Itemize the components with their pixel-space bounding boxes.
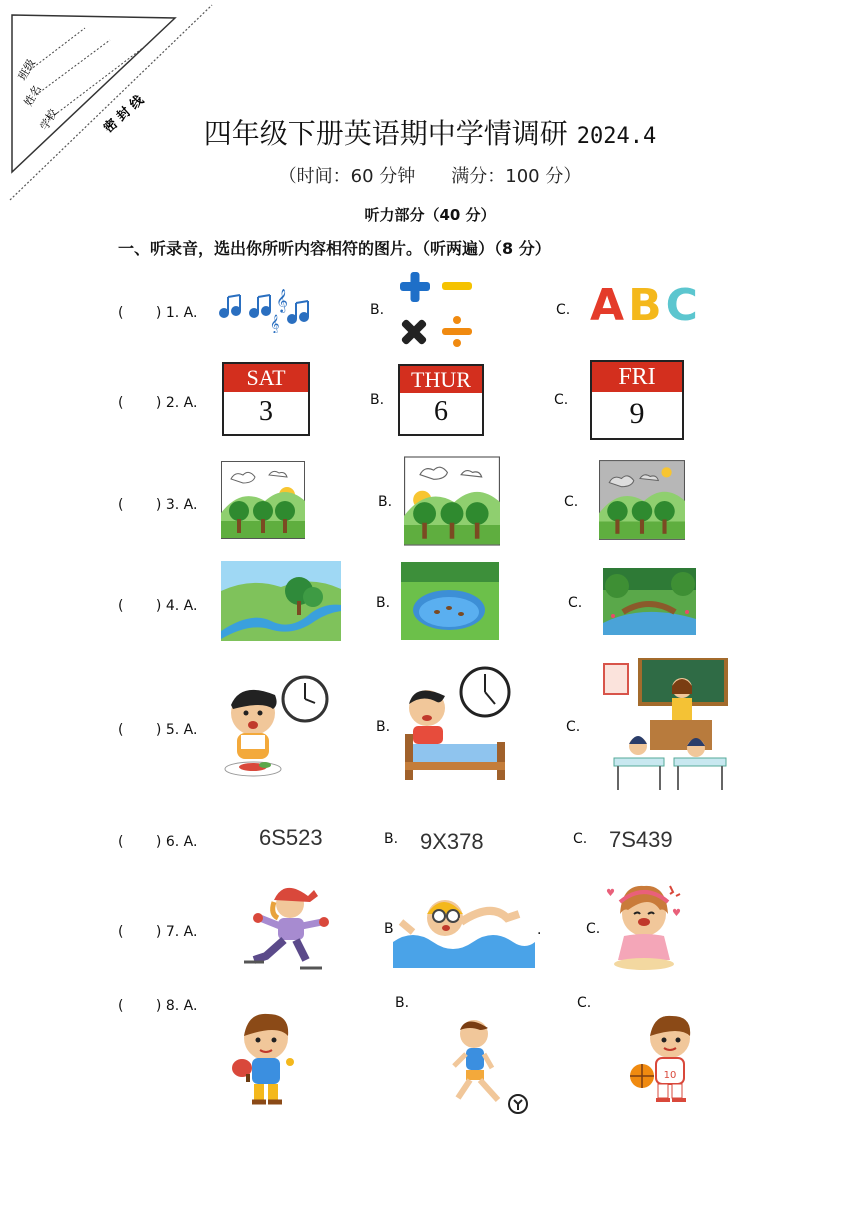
svg-text:♥: ♥	[606, 888, 615, 899]
calendar-day: THUR	[400, 366, 482, 393]
boy-basketball-image	[628, 1014, 708, 1104]
svg-text:𝄞: 𝄞	[270, 314, 280, 333]
code-a: 6S523	[259, 825, 323, 850]
q1-option-c: C.	[556, 302, 571, 318]
sunny-landscape-image	[404, 456, 500, 546]
q1-number: ( ) 1. A.	[118, 305, 198, 321]
class-label: 班级	[15, 56, 38, 83]
pond-scene-image	[401, 562, 499, 640]
q5-option-b: B.	[376, 719, 391, 735]
section-title: 听力部分（40 分）	[364, 206, 496, 224]
q6-option-c: C.	[573, 831, 588, 847]
math-symbols-image	[396, 270, 476, 350]
q6-number: ( ) 6. A.	[118, 834, 198, 850]
girl-skating-image	[240, 882, 332, 974]
q8-option-b: B.	[395, 995, 410, 1011]
abc-letters-image	[590, 280, 720, 340]
q8-number: ( ) 8. A.	[118, 998, 198, 1014]
q7-number: ( ) 7. A.	[118, 924, 198, 940]
q7-option-c: C.	[586, 921, 601, 937]
boy-football-image	[446, 1016, 530, 1116]
school-label: 学校	[37, 106, 60, 133]
q1-option-b: B.	[370, 302, 385, 318]
code-b: 9X378	[420, 829, 484, 854]
q7-option-b: B	[384, 921, 394, 937]
q6-option-b: B.	[384, 831, 399, 847]
calendar-date: 6	[434, 396, 448, 427]
boy-waking-clock-image	[403, 666, 513, 782]
cloudy-landscape-image	[599, 460, 685, 540]
code-c: 7S439	[609, 827, 673, 852]
letter-b: B	[628, 280, 666, 331]
calendar-sat	[222, 362, 310, 436]
q4-number: ( ) 4. A.	[118, 598, 198, 614]
calendar-day: SAT	[224, 364, 308, 392]
sunny-landscape-image	[221, 461, 305, 539]
q3-number: ( ) 3. A.	[118, 497, 198, 513]
q2-option-c: C.	[554, 392, 569, 408]
svg-text:♥: ♥	[672, 908, 681, 919]
boy-eating-clock-image	[219, 675, 331, 781]
q2-number: ( ) 2. A.	[118, 395, 198, 411]
name-label: 姓名	[21, 82, 44, 109]
q5-option-c: C.	[566, 719, 581, 735]
title-year: 2024.4	[576, 124, 657, 149]
exam-info: （时间：60 分钟 满分：100 分）	[278, 166, 582, 187]
seal-text: 密 封 线	[101, 92, 147, 137]
q4-option-c: C.	[568, 595, 583, 611]
q4-option-b: B.	[376, 595, 391, 611]
part1-instruction: 一、听录音，选出你所听内容相符的图片。（听两遍）（8 分）	[118, 239, 551, 258]
letter-c: C	[665, 280, 702, 331]
river-scene-image	[221, 561, 341, 641]
q3-option-c: C.	[564, 494, 579, 510]
calendar-thur	[398, 364, 484, 436]
boy-ping-pong-image	[228, 1012, 300, 1106]
q2-option-b: B.	[370, 392, 385, 408]
calendar-day: FRI	[592, 362, 682, 392]
calendar-date: 9	[629, 397, 645, 430]
q3-option-b: B.	[378, 494, 393, 510]
calendar-fri	[590, 360, 684, 440]
jersey-number: 10	[663, 1070, 677, 1081]
q8-option-c: C.	[577, 995, 592, 1011]
title-text: 四年级下册英语期中学情调研	[203, 117, 568, 150]
svg-text:𝄞: 𝄞	[276, 288, 288, 312]
boy-swimming-image	[393, 892, 535, 968]
girl-laughing-image	[604, 880, 684, 974]
dot: .	[537, 922, 542, 938]
calendar-date: 3	[259, 396, 273, 427]
bridge-scene-image	[603, 568, 696, 635]
letter-a: A	[590, 280, 629, 331]
classroom-image	[602, 658, 738, 794]
page-title	[0, 112, 860, 152]
q5-number: ( ) 5. A.	[118, 722, 198, 738]
music-notes-image	[218, 285, 310, 333]
